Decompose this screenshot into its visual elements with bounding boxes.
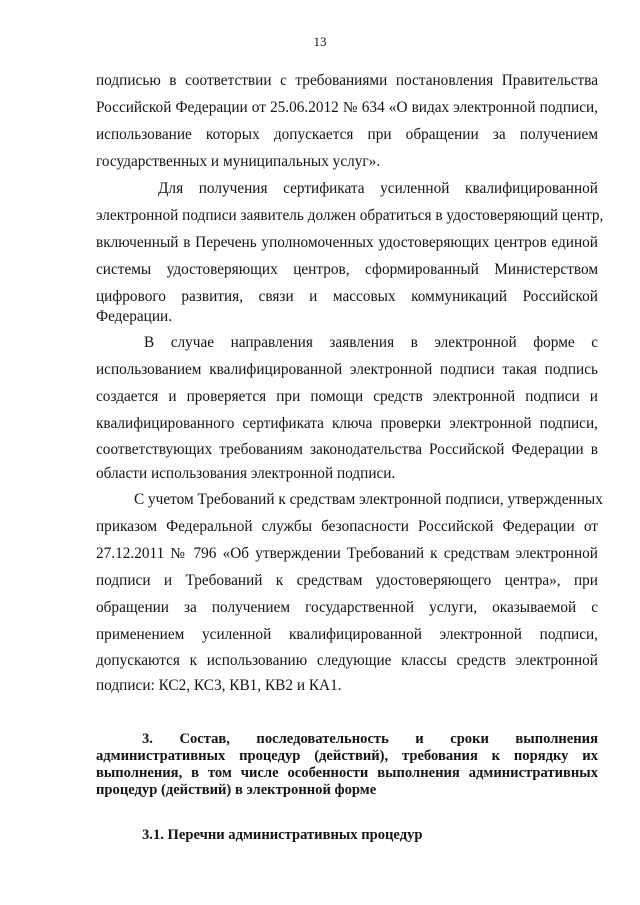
paragraph-2-line-5: цифрового развития, связи и массовых коммуникаций Российской bbox=[96, 288, 598, 305]
page-number: 13 bbox=[313, 34, 327, 49]
paragraph-3-line-2: использованием квалифицированной электронной подписи такая подпись bbox=[96, 361, 598, 378]
section-heading-line-3: выполнения, в том числе особенности выполнения административных bbox=[96, 765, 598, 781]
paragraph-4-line-2: приказом Федеральной службы безопасности Российской Федерации от bbox=[96, 518, 598, 535]
paragraph-4-line-6: применением усиленной квалифицированной электронной подписи, bbox=[96, 626, 598, 643]
paragraph-4-line-1: С учетом Требований к средствам электронной подписи, утвержденных bbox=[134, 491, 603, 508]
paragraph-3-line-4: квалифицированного сертификата ключа проверки электронной подписи, bbox=[96, 415, 598, 432]
paragraph-4-line-7: допускаются к использованию следующие классы средств электронной bbox=[96, 652, 598, 669]
paragraph-1-line-1: подписью в соответствии с требованиями постановления Правительства bbox=[96, 72, 598, 89]
paragraph-4-line-3: 27.12.2011 № 796 «Об утверждении Требований к средствам электронной bbox=[96, 545, 598, 562]
paragraph-4-line-5: обращении за получением государственной услуги, оказываемой с bbox=[96, 599, 598, 616]
paragraph-4-line-4: подписи и Требований к средствам удостоверяющего центра», при bbox=[96, 572, 598, 589]
paragraph-2-line-4: системы удостоверяющих центров, сформированный Министерством bbox=[96, 261, 598, 278]
paragraph-1-line-4: государственных и муниципальных услуг». bbox=[96, 153, 381, 170]
section-heading-line-1: 3. Состав, последовательность и сроки выполнения bbox=[142, 731, 598, 747]
paragraph-3-line-1: В случае направления заявления в электронной форме с bbox=[144, 334, 598, 351]
paragraph-2-line-6: Федерации. bbox=[96, 308, 173, 325]
paragraph-1-line-2: Российской Федерации от 25.06.2012 № 634 «О видах электронной подписи, bbox=[96, 99, 598, 116]
subsection-heading: 3.1. Перечни административных процедур bbox=[142, 827, 423, 843]
paragraph-3-line-3: создается и проверяется при помощи средств электронной подписи и bbox=[96, 388, 598, 405]
paragraph-2-line-3: включенный в Перечень уполномоченных удостоверяющих центров единой bbox=[96, 234, 598, 251]
section-heading-line-4: процедур (действий) в электронной форме bbox=[96, 782, 377, 798]
paragraph-4-line-8: подписи: КС2, КС3, КВ1, КВ2 и КА1. bbox=[96, 677, 342, 694]
paragraph-3-line-5: соответствующих требованиям законодательства Российской Федерации в bbox=[96, 441, 598, 458]
paragraph-1-line-3: использование которых допускается при обращении за получением bbox=[96, 126, 598, 143]
paragraph-2-line-2: электронной подписи заявитель должен обратиться в удостоверяющий центр, bbox=[96, 207, 604, 224]
section-heading-line-2: административных процедур (действий), требования к порядку их bbox=[96, 748, 598, 764]
paragraph-3-line-6: области использования электронной подписи. bbox=[96, 465, 396, 482]
paragraph-2-line-1: Для получения сертификата усиленной квалифицированной bbox=[158, 180, 598, 197]
